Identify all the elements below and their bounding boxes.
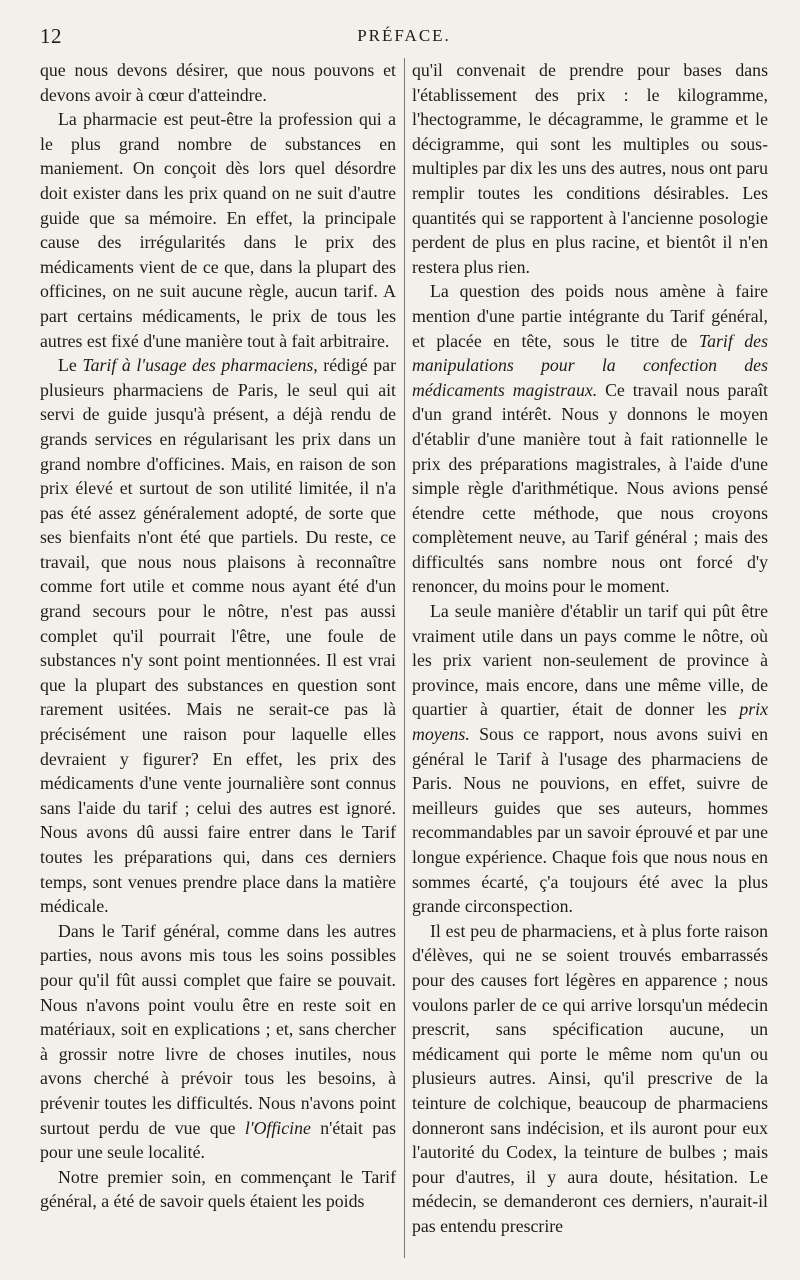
text-columns <box>40 58 768 1264</box>
running-title: PRÉFACE. <box>357 26 451 45</box>
paragraph <box>40 107 396 353</box>
text-run: qu'il convenait de prendre pour bases dans l'établissement des prix : le kilogramme, l'hectogramme, le décagramme, le gramme et le décigramme, qui sont les multiples ou sous-multiples par dix les uns des autres, nous ont paru remplir toutes les conditions désirables. Les quantités qui se rapportent à l'ancienne posologie perdent de plus en plus racine, et bientôt il n'en restera plus rien. <box>412 60 768 277</box>
text-run: que nous devons désirer, que nous pouvons et devons avoir à cœur d'atteindre. <box>40 60 396 105</box>
paragraph <box>412 58 768 279</box>
page-number: 12 <box>40 24 62 48</box>
paragraph <box>40 353 396 919</box>
paragraph <box>412 599 768 919</box>
italic-title: Tarif à l'usage des pharmaciens, <box>82 355 318 376</box>
left-column <box>40 58 396 1214</box>
text-run: Dans le Tarif général, comme dans les autres parties, nous avons mis tous les soins possibles pour qu'il fût aussi complet que faire se pouvait. Nous n'avons point voulu être en reste soit en matériaux, soit en explications ; et, sans chercher à grossir notre livre de choses inutiles, nous avons cherché à prévoir tous les besoins, à prévenir toutes les difficultés. Nous n'avons point surtout perdu de vue que <box>40 920 396 1138</box>
page-header <box>40 24 768 52</box>
text-run: La seule manière d'établir un tarif qui pût être vraiment utile dans un pays comme le nôtre, où les prix varient non-seulement de province à province, mais encore, dans une même ville, de quartier à quartier, était de donner les <box>412 601 768 720</box>
text-run: rédigé par plusieurs pharmaciens de Paris, le seul qui ait servi de guide jusqu'à présent, a déjà rendu de grands services en régularisant les prix dans un grand nombre d'officines. Mais, en raison de son prix élevé et surtout de son utilité limitée, il n'a pas été assez généralement adopté, de sorte que ses bienfaits n'ont été que partiels. Du reste, ce travail, que nous nous plaisons à reconnaître comme fort utile et comme nous ayant été d'un grand secours pour le nôtre, n'est pas aussi complet qu'il pourrait l'être, une foule de substances n'y sont point mentionnées. Il est vrai que la plupart des substances en question sont rarement usitées. Mais ne serait-ce pas là précisément une raison pour laquelle elles devraient y figurer? En effet, les prix des médicaments d'une vente journalière sont connus sans l'aide du tarif ; celui des autres est ignoré. Nous avons dû aussi faire entrer dans le Tarif toutes les préparations qui, dans ces derniers temps, sont venues prendre place dans la matière médicale. <box>40 355 396 917</box>
column-divider <box>404 58 405 1258</box>
text-run: Il est peu de pharmaciens, et à plus forte raison d'élèves, qui ne se soient trouvés embarrassés pour des causes fort légères en apparence ; nous voulons parler de ce qui arrive lorsqu'un médecin prescrit, sans spécification aucune, un médicament qui porte le même nom qu'un ou plusieurs autres. Ainsi, qu'il prescrive de la teinture de colchique, beaucoup de pharmaciens donneront sans indécision, et ils auront pour eux l'autorité du Codex, la teinture de bulbes ; mais pour d'autres, il y aura doute, hésitation. Le médecin, se demanderont ces derniers, n'aurait-il pas entendu prescrire <box>412 920 768 1236</box>
paragraph <box>412 279 768 599</box>
text-run: La question des poids nous amène à faire mention d'une partie intégrante du Tarif général, et placée en tête, sous le titre de <box>412 281 768 351</box>
text-run: Le <box>58 355 83 376</box>
paragraph <box>412 919 768 1239</box>
text-run: Notre premier soin, en commençant le Tarif général, a été de savoir quels étaient les poids <box>40 1166 396 1212</box>
italic-title: prix moyens. <box>412 699 768 745</box>
text-run: Ce travail nous paraît d'un grand intérêt. Nous y donnons le moyen d'établir d'une manière tout à fait rationnelle le prix des préparations magistrales, à l'aide d'une simple règle d'arithmétique. Nous avions pensé étendre cette méthode, que nous croyons complètement neuve, au Tarif général ; mais des difficultés sans nombre nous ont forcé d'y renoncer, du moins pour le moment. <box>412 379 768 597</box>
paragraph <box>40 1165 396 1214</box>
text-run: La pharmacie est peut-être la profession qui a le plus grand nombre de substances en maniement. On conçoit dès lors quel désordre doit exister dans les prix quand on ne suit d'autre guide que sa mémoire. En effet, la principale cause des irrégularités dans le prix des médicaments vient de ce que, dans la plupart des officines, on ne suit aucune règle, aucun tarif. A part certains médicaments, le prix de tous les autres est fixé d'une manière tout à fait arbitraire. <box>40 109 396 351</box>
italic-title: Tarif des manipulations pour la confection des médicaments magistraux. <box>412 330 768 400</box>
text-run: n'était pas pour une seule localité. <box>40 1117 396 1163</box>
text-run: Sous ce rapport, nous avons suivi en général le Tarif à l'usage des pharmaciens de Paris. Nous ne pouvions, en effet, suivre de meilleurs guides que ses auteurs, hommes recommandables par un savoir éprouvé et par une longue expérience. Chaque fois que nous nous en sommes écarté, ç'a toujours été avec la plus grande circonspection. <box>412 724 768 917</box>
paragraph <box>40 919 396 1165</box>
italic-title: l'Officine <box>244 1117 311 1138</box>
right-column <box>412 58 768 1239</box>
paragraph <box>40 58 396 107</box>
